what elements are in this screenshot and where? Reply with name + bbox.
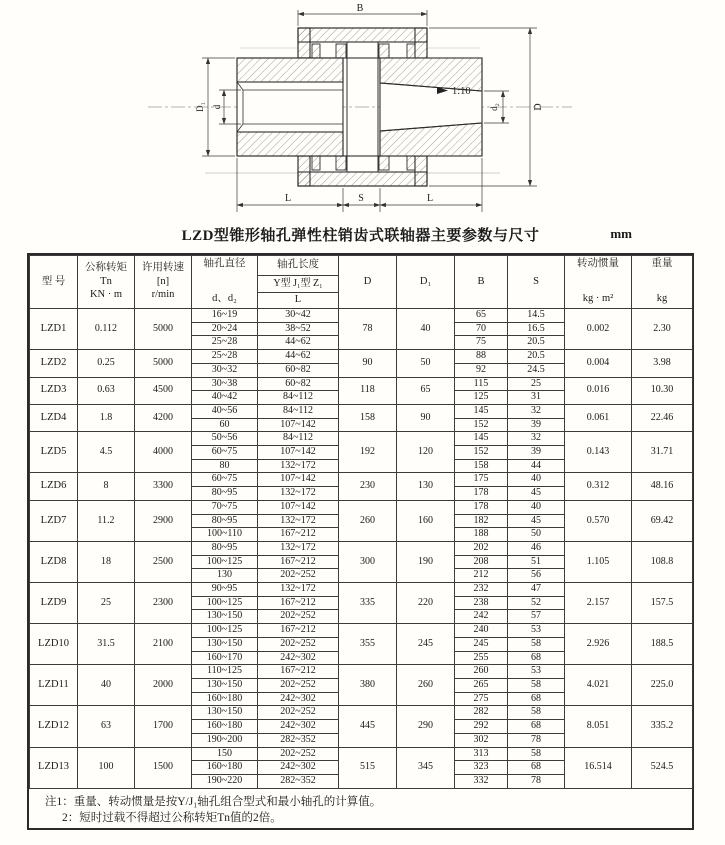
table-cell: 240: [455, 624, 508, 638]
page-title: LZD型锥形轴孔弹性柱销齿式联轴器主要参数与尺寸: [181, 228, 540, 244]
table-cell: 47: [508, 583, 565, 597]
table-cell: 2900: [135, 500, 192, 541]
col-header-torque: [78, 256, 135, 309]
col-header-bore-dia: [192, 256, 258, 309]
table-cell: 445: [339, 706, 397, 747]
table-cell: 20~24: [192, 322, 258, 336]
table-cell: 132~172: [258, 487, 339, 501]
table-cell: LZD10: [30, 624, 78, 665]
table-cell: 4200: [135, 404, 192, 431]
table-cell: 160~180: [192, 720, 258, 734]
table-cell: 78: [339, 309, 397, 350]
table-cell: LZD11: [30, 665, 78, 706]
table-cell: 2300: [135, 583, 192, 624]
dim-label-D: D: [533, 103, 544, 111]
table-cell: 265: [455, 678, 508, 692]
table-cell: 100~110: [192, 528, 258, 542]
table-cell: 260: [339, 500, 397, 541]
table-cell: 515: [339, 747, 397, 788]
table-cell: 8.051: [565, 706, 632, 747]
table-cell: 225.0: [632, 665, 693, 706]
table-cell: 120: [397, 432, 455, 473]
unit-label: mm: [610, 226, 632, 241]
table-cell: 4.5: [78, 432, 135, 473]
table-cell: LZD1: [30, 309, 78, 350]
table-cell: 65: [397, 377, 455, 404]
table-cell: 58: [508, 678, 565, 692]
table-cell: 60~82: [258, 377, 339, 391]
table-cell: 75: [455, 336, 508, 350]
table-row: [30, 747, 693, 761]
table-cell: 202~252: [258, 747, 339, 761]
table-cell: 8: [78, 473, 135, 500]
table-cell: 46: [508, 541, 565, 555]
table-cell: 69.42: [632, 500, 693, 541]
col-header-bore-length-L: L: [258, 292, 339, 308]
table-cell: 167~212: [258, 665, 339, 679]
table-cell: 282~352: [258, 774, 339, 788]
table-cell: 1.8: [78, 404, 135, 431]
table-cell: 130: [192, 569, 258, 583]
col-header-B: B: [455, 256, 508, 309]
table-cell: 242: [455, 610, 508, 624]
table-cell: 65: [455, 309, 508, 323]
table-cell: 0.016: [565, 377, 632, 404]
table-cell: LZD12: [30, 706, 78, 747]
table-cell: 290: [397, 706, 455, 747]
col-header-S: S: [508, 256, 565, 309]
table-cell: 80~95: [192, 487, 258, 501]
dim-label-d: d: [212, 104, 222, 110]
dim-label-d2: d₂: [489, 103, 499, 111]
table-cell: 110~125: [192, 665, 258, 679]
table-cell: LZD6: [30, 473, 78, 500]
table-cell: 292: [455, 720, 508, 734]
table-cell: 158: [339, 404, 397, 431]
table-cell: 1700: [135, 706, 192, 747]
table-cell: 30~32: [192, 363, 258, 377]
col-header-model: 型 号: [30, 256, 78, 309]
table-cell: 178: [455, 500, 508, 514]
table-cell: 202~252: [258, 610, 339, 624]
table-cell: LZD13: [30, 747, 78, 788]
table-cell: 167~212: [258, 528, 339, 542]
spec-table: [29, 255, 693, 789]
table-cell: 25: [78, 583, 135, 624]
table-cell: 323: [455, 761, 508, 775]
table-cell: 208: [455, 555, 508, 569]
dim-label-D1: D₁: [195, 102, 205, 112]
table-cell: 25~28: [192, 350, 258, 364]
table-cell: 25: [508, 377, 565, 391]
table-cell: 90~95: [192, 583, 258, 597]
table-cell: 160~180: [192, 761, 258, 775]
table-cell: 30~42: [258, 309, 339, 323]
table-cell: 160: [397, 500, 455, 541]
table-cell: 0.112: [78, 309, 135, 350]
table-cell: 242~302: [258, 651, 339, 665]
table-cell: 2.926: [565, 624, 632, 665]
table-cell: 1.105: [565, 541, 632, 582]
table-cell: 167~212: [258, 624, 339, 638]
table-cell: 150: [192, 747, 258, 761]
col-header-D1: D₁: [397, 256, 455, 309]
table-row: [30, 473, 693, 487]
table-cell: LZD3: [30, 377, 78, 404]
table-cell: 16.5: [508, 322, 565, 336]
table-cell: 39: [508, 446, 565, 460]
table-cell: 32: [508, 432, 565, 446]
table-cell: 130: [397, 473, 455, 500]
table-cell: 20.5: [508, 350, 565, 364]
table-cell: 115: [455, 377, 508, 391]
table-cell: 188: [455, 528, 508, 542]
table-cell: 178: [455, 487, 508, 501]
table-cell: 31.5: [78, 624, 135, 665]
table-cell: 202~252: [258, 569, 339, 583]
table-cell: 84~112: [258, 432, 339, 446]
table-cell: 0.143: [565, 432, 632, 473]
table-cell: 60~75: [192, 473, 258, 487]
table-cell: 152: [455, 418, 508, 432]
table-cell: 132~172: [258, 459, 339, 473]
title-row: [27, 224, 694, 246]
taper-label: 1:10: [452, 86, 471, 97]
table-cell: 4500: [135, 377, 192, 404]
table-cell: 157.5: [632, 583, 693, 624]
table-cell: 158: [455, 459, 508, 473]
table-cell: 40: [78, 665, 135, 706]
weight-header-line1: 重量: [651, 258, 673, 269]
table-cell: 10.30: [632, 377, 693, 404]
col-header-speed: [135, 256, 192, 309]
table-cell: 80~95: [192, 514, 258, 528]
table-cell: 38~52: [258, 322, 339, 336]
table-row: [30, 541, 693, 555]
table-cell: LZD4: [30, 404, 78, 431]
table-row: [30, 377, 693, 391]
table-cell: 0.004: [565, 350, 632, 377]
table-cell: 16.514: [565, 747, 632, 788]
table-cell: 282: [455, 706, 508, 720]
table-cell: 60~75: [192, 446, 258, 460]
table-cell: 160~180: [192, 692, 258, 706]
table-cell: LZD5: [30, 432, 78, 473]
table-row: [30, 432, 693, 446]
spec-table-body: [30, 309, 693, 789]
table-cell: 58: [508, 706, 565, 720]
table-cell: 118: [339, 377, 397, 404]
weight-header-line2: kg: [656, 293, 668, 305]
table-cell: 53: [508, 624, 565, 638]
table-cell: 275: [455, 692, 508, 706]
table-cell: 0.312: [565, 473, 632, 500]
table-cell: 53: [508, 665, 565, 679]
col-header-inertia: [565, 256, 632, 309]
table-cell: 58: [508, 747, 565, 761]
table-cell: 108.8: [632, 541, 693, 582]
table-cell: 107~142: [258, 418, 339, 432]
note-1: 注1：重量、转动惯量是按Y/J₁轴孔组合型式和最小轴孔的计算值。: [45, 795, 382, 808]
torque-header-line1: 公称转矩: [85, 262, 127, 274]
note-2: 2：短时过载不得超过公称转矩Tn值的2倍。: [62, 812, 282, 825]
table-cell: 45: [508, 514, 565, 528]
table-cell: 100~125: [192, 555, 258, 569]
table-cell: 190~220: [192, 774, 258, 788]
table-cell: 52: [508, 596, 565, 610]
table-cell: 190~200: [192, 733, 258, 747]
table-cell: 5000: [135, 350, 192, 377]
table-cell: 50~56: [192, 432, 258, 446]
table-cell: 45: [508, 487, 565, 501]
table-cell: 232: [455, 583, 508, 597]
table-cell: 0.25: [78, 350, 135, 377]
table-cell: 302: [455, 733, 508, 747]
table-cell: 130~150: [192, 678, 258, 692]
table-cell: 260: [455, 665, 508, 679]
table-cell: 3300: [135, 473, 192, 500]
table-cell: 132~172: [258, 541, 339, 555]
table-cell: 335: [339, 583, 397, 624]
table-cell: 313: [455, 747, 508, 761]
table-cell: 0.002: [565, 309, 632, 350]
speed-header-line2: [n]: [156, 275, 170, 287]
table-cell: 152: [455, 446, 508, 460]
table-cell: 90: [397, 404, 455, 431]
table-cell: 84~112: [258, 404, 339, 418]
table-cell: 32: [508, 404, 565, 418]
table-row: [30, 404, 693, 418]
bore-dia-header-line2: d、d₂: [212, 293, 237, 305]
table-cell: LZD2: [30, 350, 78, 377]
table-cell: 25~28: [192, 336, 258, 350]
table-cell: 145: [455, 432, 508, 446]
table-cell: 68: [508, 720, 565, 734]
table-cell: 40: [397, 309, 455, 350]
table-cell: LZD8: [30, 541, 78, 582]
table-cell: 5000: [135, 309, 192, 350]
table-cell: 80~95: [192, 541, 258, 555]
table-cell: 78: [508, 733, 565, 747]
table-cell: 107~142: [258, 446, 339, 460]
table-cell: 31.71: [632, 432, 693, 473]
table-cell: 167~212: [258, 555, 339, 569]
table-cell: 11.2: [78, 500, 135, 541]
table-cell: 100~125: [192, 596, 258, 610]
table-cell: 40~56: [192, 404, 258, 418]
table-cell: 44~62: [258, 336, 339, 350]
table-cell: 58: [508, 637, 565, 651]
table-cell: 44: [508, 459, 565, 473]
table-cell: 56: [508, 569, 565, 583]
table-cell: 92: [455, 363, 508, 377]
table-cell: 300: [339, 541, 397, 582]
table-cell: 0.570: [565, 500, 632, 541]
table-cell: LZD7: [30, 500, 78, 541]
table-cell: 130~150: [192, 637, 258, 651]
table-cell: 88: [455, 350, 508, 364]
torque-header-line2: Tn: [100, 275, 112, 287]
col-header-bore-length-types: Y型 J₁型 Z₁: [258, 276, 339, 292]
table-cell: 242~302: [258, 720, 339, 734]
table-cell: 48.16: [632, 473, 693, 500]
table-cell: 212: [455, 569, 508, 583]
table-cell: 2.30: [632, 309, 693, 350]
table-cell: 230: [339, 473, 397, 500]
table-cell: 80: [192, 459, 258, 473]
table-cell: 2500: [135, 541, 192, 582]
table-cell: 4000: [135, 432, 192, 473]
dim-label-S: S: [358, 193, 364, 204]
spec-table-head: [30, 256, 693, 309]
table-cell: 202~252: [258, 678, 339, 692]
table-cell: 31: [508, 391, 565, 405]
table-cell: 125: [455, 391, 508, 405]
table-cell: 50: [397, 350, 455, 377]
table-row: [30, 665, 693, 679]
table-cell: 16~19: [192, 309, 258, 323]
table-cell: 78: [508, 774, 565, 788]
table-cell: 63: [78, 706, 135, 747]
table-cell: 3.98: [632, 350, 693, 377]
table-cell: 39: [508, 418, 565, 432]
table-cell: 44~62: [258, 350, 339, 364]
table-cell: 167~212: [258, 596, 339, 610]
coupling-section-diagram: [0, 0, 725, 222]
table-cell: 130~150: [192, 706, 258, 720]
table-cell: 60~82: [258, 363, 339, 377]
table-cell: 242~302: [258, 761, 339, 775]
table-cell: 51: [508, 555, 565, 569]
table-cell: 2000: [135, 665, 192, 706]
right-hub: [380, 58, 482, 156]
table-cell: 2.157: [565, 583, 632, 624]
table-cell: 24.5: [508, 363, 565, 377]
table-cell: 68: [508, 761, 565, 775]
table-cell: 2100: [135, 624, 192, 665]
table-cell: 0.63: [78, 377, 135, 404]
notes-block: [29, 789, 692, 827]
table-cell: 132~172: [258, 583, 339, 597]
table-cell: 70~75: [192, 500, 258, 514]
table-cell: 18: [78, 541, 135, 582]
table-row: [30, 500, 693, 514]
table-cell: 202: [455, 541, 508, 555]
table-row: [30, 309, 693, 323]
table-cell: 242~302: [258, 692, 339, 706]
table-cell: 238: [455, 596, 508, 610]
table-cell: 57: [508, 610, 565, 624]
table-cell: LZD9: [30, 583, 78, 624]
table-row: [30, 583, 693, 597]
table-cell: 260: [397, 665, 455, 706]
bore-dia-header-line1: 轴孔直径: [203, 258, 246, 269]
table-cell: 245: [397, 624, 455, 665]
table-cell: 70: [455, 322, 508, 336]
table-cell: 30~38: [192, 377, 258, 391]
torque-header-line3: KN · m: [89, 289, 123, 301]
table-cell: 335.2: [632, 706, 693, 747]
table-cell: 84~112: [258, 391, 339, 405]
table-row: [30, 624, 693, 638]
table-cell: 68: [508, 692, 565, 706]
table-cell: 40: [508, 473, 565, 487]
table-row: [30, 706, 693, 720]
table-cell: 132~172: [258, 514, 339, 528]
table-cell: 255: [455, 651, 508, 665]
table-cell: 100: [78, 747, 135, 788]
table-cell: 202~252: [258, 706, 339, 720]
table-cell: 107~142: [258, 500, 339, 514]
table-cell: 1500: [135, 747, 192, 788]
inertia-header-line1: 转动惯量: [577, 258, 619, 269]
table-cell: 282~352: [258, 733, 339, 747]
inertia-header-line2: kg · m²: [582, 293, 614, 305]
speed-header-line1: 许用转速: [142, 262, 184, 274]
table-cell: 380: [339, 665, 397, 706]
dim-label-B: B: [356, 3, 364, 14]
dim-label-L-left: L: [284, 193, 292, 204]
table-cell: 160~170: [192, 651, 258, 665]
table-cell: 332: [455, 774, 508, 788]
table-cell: 4.021: [565, 665, 632, 706]
table-cell: 0.061: [565, 404, 632, 431]
table-cell: 50: [508, 528, 565, 542]
table-cell: 22.46: [632, 404, 693, 431]
table-cell: 60: [192, 418, 258, 432]
col-header-weight: [632, 256, 693, 309]
table-cell: 355: [339, 624, 397, 665]
table-cell: 245: [455, 637, 508, 651]
table-cell: 175: [455, 473, 508, 487]
spec-table-box: [27, 253, 694, 830]
table-cell: 182: [455, 514, 508, 528]
speed-header-line3: r/min: [151, 289, 175, 301]
col-header-D: D: [339, 256, 397, 309]
table-cell: 192: [339, 432, 397, 473]
col-header-bore-length: 轴孔长度: [258, 256, 339, 276]
table-cell: 20.5: [508, 336, 565, 350]
table-cell: 68: [508, 651, 565, 665]
table-cell: 524.5: [632, 747, 693, 788]
table-cell: 107~142: [258, 473, 339, 487]
table-cell: 145: [455, 404, 508, 418]
table-cell: 190: [397, 541, 455, 582]
table-row: [30, 350, 693, 364]
table-cell: 345: [397, 747, 455, 788]
table-cell: 220: [397, 583, 455, 624]
table-cell: 40: [508, 500, 565, 514]
dim-label-L-right: L: [426, 193, 434, 204]
table-cell: 40~42: [192, 391, 258, 405]
table-cell: 188.5: [632, 624, 693, 665]
table-cell: 14.5: [508, 309, 565, 323]
table-cell: 202~252: [258, 637, 339, 651]
table-cell: 130~150: [192, 610, 258, 624]
table-cell: 90: [339, 350, 397, 377]
left-hub: [237, 58, 343, 156]
table-cell: 100~125: [192, 624, 258, 638]
